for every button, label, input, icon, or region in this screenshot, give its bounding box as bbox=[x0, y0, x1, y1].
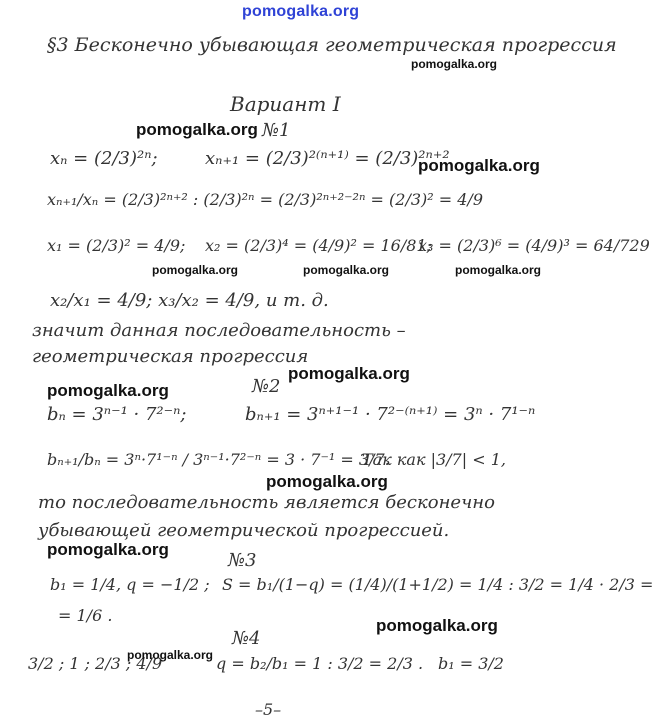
problem2-line1b: bₙ₊₁ = 3ⁿ⁺¹⁻¹ · 7²⁻⁽ⁿ⁺¹⁾ = 3ⁿ · 7¹⁻ⁿ bbox=[245, 404, 536, 425]
problem1-line1b: xₙ₊₁ = (2/3)²⁽ⁿ⁺¹⁾ = (2/3)²ⁿ⁺² bbox=[205, 148, 450, 169]
watermark-top: pomogalka.org bbox=[242, 3, 360, 20]
problem4-number: №4 bbox=[232, 628, 261, 649]
problem1-number: №1 bbox=[262, 120, 291, 141]
watermark: pomogalka.org bbox=[455, 263, 542, 277]
problem1-line6: геометрическая прогрессия bbox=[32, 346, 309, 367]
watermark: pomogalka.org bbox=[47, 540, 169, 559]
problem1-line4: x₂/x₁ = 4/9; x₃/x₂ = 4/9, и т. д. bbox=[50, 290, 329, 311]
watermark: pomogalka.org bbox=[376, 616, 498, 635]
problem2-line2b: Так как |3/7| < 1, bbox=[362, 450, 506, 469]
watermark: pomogalka.org bbox=[288, 364, 410, 383]
problem2-line1a: bₙ = 3ⁿ⁻¹ · 7²⁻ⁿ; bbox=[47, 404, 187, 425]
problem4-line1c: b₁ = 3/2 bbox=[438, 654, 504, 673]
problem1-line3a: x₁ = (2/3)² = 4/9; bbox=[47, 236, 186, 255]
problem2-line2a: bₙ₊₁/bₙ = 3ⁿ·7¹⁻ⁿ / 3ⁿ⁻¹·7²⁻ⁿ = 3 · 7⁻¹ = 3/7. bbox=[47, 450, 390, 469]
problem1-line1a: xₙ = (2/3)²ⁿ; bbox=[50, 148, 158, 169]
watermark: pomogalka.org bbox=[136, 120, 258, 139]
problem2-line4: убывающей геометрической прогрессией. bbox=[38, 520, 450, 541]
variant-label: Вариант I bbox=[230, 92, 341, 116]
problem2-number: №2 bbox=[252, 376, 281, 397]
watermark: pomogalka.org bbox=[411, 57, 498, 71]
problem3-line1b: S = b₁/(1−q) = (1/4)/(1+1/2) = 1/4 : 3/2 = 1/4 · 2/3 = bbox=[222, 575, 653, 594]
problem1-line2: xₙ₊₁/xₙ = (2/3)²ⁿ⁺² : (2/3)²ⁿ = (2/3)²ⁿ⁺²⁻²ⁿ = (2/3)² = 4/9 bbox=[47, 190, 483, 209]
watermark: pomogalka.org bbox=[266, 472, 388, 491]
watermark: pomogalka.org bbox=[303, 263, 390, 277]
problem1-line3b: x₂ = (2/3)⁴ = (4/9)² = 16/81; bbox=[205, 236, 432, 255]
section-title: §3 Бесконечно убывающая геометрическая прогрессия bbox=[47, 34, 617, 56]
problem2-line3: то последовательность является бесконечно bbox=[38, 492, 495, 513]
page-number: –5– bbox=[255, 700, 282, 719]
problem1-line5: значит данная последовательность – bbox=[32, 320, 406, 341]
watermark: pomogalka.org bbox=[127, 648, 214, 662]
watermark: pomogalka.org bbox=[152, 263, 239, 277]
problem4-line1b: q = b₂/b₁ = 1 : 3/2 = 2/3 . bbox=[216, 654, 424, 673]
problem4-line1a: 3/2 ; 1 ; 2/3 ; 4/9 bbox=[28, 654, 163, 673]
watermark: pomogalka.org bbox=[418, 156, 540, 175]
problem3-line1a: b₁ = 1/4, q = −1/2 ; bbox=[50, 575, 210, 594]
problem1-line3c: x₃ = (2/3)⁶ = (4/9)³ = 64/729 bbox=[418, 236, 650, 255]
problem3-line2: = 1/6 . bbox=[58, 606, 113, 625]
problem3-number: №3 bbox=[228, 550, 257, 571]
watermark: pomogalka.org bbox=[47, 381, 169, 400]
